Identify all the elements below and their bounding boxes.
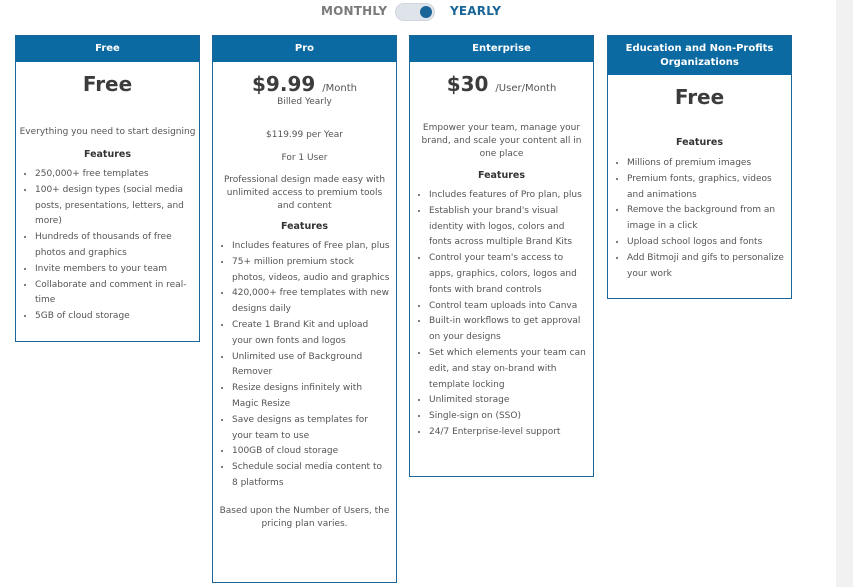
plan-description: Everything you need to start designing — [19, 127, 196, 137]
feature-item: • Save designs as templates for your team to use — [232, 413, 390, 445]
feature-item: • Hundreds of thousands of free photos and graphics — [35, 230, 193, 262]
feature-item: • Resize designs infinitely with Magic Resize — [232, 381, 390, 413]
plan-price-unit: /Month — [322, 83, 357, 94]
billing-note: Billed Yearly — [277, 97, 332, 107]
plan-price-unit: /User/Month — [495, 83, 557, 94]
feature-item: • 100GB of cloud storage — [232, 444, 390, 460]
plan-price: Free — [82, 72, 133, 96]
features-list — [608, 156, 791, 282]
feature-item: • Control team uploads into Canva — [429, 299, 587, 315]
plan-title: Pro — [213, 36, 396, 62]
feature-item: • Single-sign on (SSO) — [429, 409, 587, 425]
plan-description: Professional design made easy with unlimited access to premium tools and content — [223, 175, 386, 211]
feature-item: • Includes features of Pro plan, plus — [429, 188, 587, 204]
feature-item: • Set which elements your team can edit, and stay on-brand with template locking — [429, 346, 587, 393]
feature-item: • Upload school logos and fonts — [627, 235, 785, 251]
user-count: For 1 User — [281, 153, 328, 163]
billing-switch[interactable] — [395, 3, 435, 21]
feature-item: • Control your team's access to apps, graphics, colors, logos and fonts with brand controls — [429, 251, 587, 298]
feature-item: • 420,000+ free templates with new designs daily — [232, 286, 390, 318]
features-list — [410, 188, 593, 441]
features-title: Features — [83, 149, 132, 160]
plan-card-education — [607, 35, 792, 299]
plan-title: Education and Non-Profits Organizations — [608, 36, 791, 75]
feature-item: • Remove the background from an image in a click — [627, 203, 785, 235]
monthly-label[interactable]: MONTHLY — [321, 4, 388, 18]
yearly-label[interactable]: YEARLY — [450, 4, 502, 18]
plan-price-row — [213, 72, 396, 96]
plan-price: $30 — [446, 72, 489, 96]
plan-price: $9.99 — [252, 72, 316, 96]
features-title: Features — [477, 170, 526, 181]
feature-item: • 100+ design types (social media posts, presentations, letters, and more) — [35, 183, 193, 230]
plan-card-enterprise — [409, 35, 594, 477]
plan-card-pro — [212, 35, 397, 583]
plan-description: Empower your team, manage your brand, and scale your content all in one place — [421, 123, 582, 159]
feature-item: • Includes features of Free plan, plus — [232, 239, 390, 255]
feature-item: • Invite members to your team — [35, 262, 193, 278]
page-side-strip — [836, 0, 853, 587]
plan-price: Free — [674, 85, 725, 109]
feature-item: • Premium fonts, graphics, videos and animations — [627, 172, 785, 204]
feature-item: • Unlimited storage — [429, 393, 587, 409]
feature-item: • Built-in workflows to get approval on your designs — [429, 314, 587, 346]
feature-item: • Millions of premium images — [627, 156, 785, 172]
features-list — [16, 167, 199, 325]
feature-item: • Create 1 Brand Kit and upload your own fonts and logos — [232, 318, 390, 350]
features-title: Features — [280, 221, 329, 232]
billing-toggle — [0, 3, 836, 21]
feature-item: • Add Bitmoji and gifs to personalize your work — [627, 251, 785, 283]
feature-item: • 250,000+ free templates — [35, 167, 193, 183]
feature-item: • Unlimited use of Background Remover — [232, 350, 390, 382]
feature-item: • 5GB of cloud storage — [35, 309, 193, 325]
features-list — [213, 239, 396, 492]
plan-title: Free — [16, 36, 199, 62]
plan-price-row — [410, 72, 593, 96]
feature-item: • Establish your brand's visual identity with logos, colors and fonts across multiple Brand Kits — [429, 204, 587, 251]
features-title: Features — [675, 137, 724, 148]
feature-item: • Schedule social media content to 8 platforms — [232, 460, 390, 492]
yearly-total: $119.99 per Year — [266, 130, 343, 140]
feature-item: • 24/7 Enterprise-level support — [429, 425, 587, 441]
switch-knob — [420, 6, 432, 18]
feature-item: • Collaborate and comment in real-time — [35, 278, 193, 310]
pricing-footnote: Based upon the Number of Users, the pricing plan varies. — [219, 505, 390, 529]
feature-item: • 75+ million premium stock photos, videos, audio and graphics — [232, 255, 390, 287]
plan-title: Enterprise — [410, 36, 593, 62]
plan-card-free — [15, 35, 200, 342]
